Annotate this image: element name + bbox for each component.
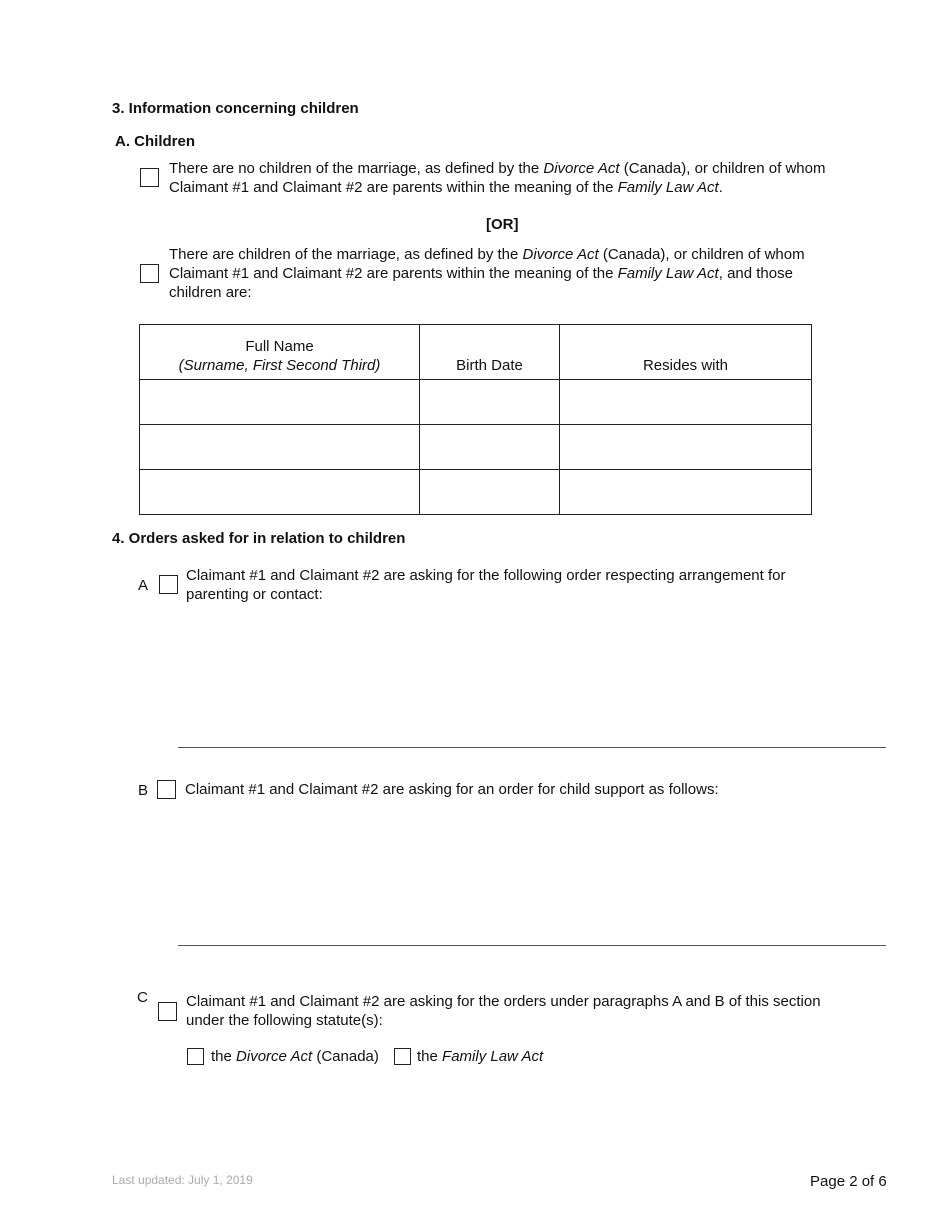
header-subtext: (Surname, First Second Third) (178, 357, 381, 374)
table-cell-resides-with[interactable] (560, 425, 812, 470)
parenting-order-answer-line[interactable] (178, 747, 886, 748)
statute-orders-checkbox[interactable] (158, 1002, 177, 1021)
table-header-row (140, 325, 812, 380)
subsection-a-heading: A. Children (115, 133, 196, 150)
no-children-checkbox[interactable] (140, 168, 159, 187)
table-cell-full-name[interactable] (140, 470, 420, 515)
text-segment: the (417, 1048, 443, 1065)
section-3-heading: 3. Information concerning children (112, 100, 359, 117)
item-a-letter: A (138, 577, 149, 594)
text-segment: (Canada), or children of whom (619, 160, 826, 177)
text-segment: There are children of the marriage, as defined by the (169, 246, 523, 263)
column-header-full-name (140, 325, 420, 380)
parenting-order-checkbox[interactable] (159, 575, 178, 594)
table-cell-birth-date[interactable] (420, 380, 560, 425)
children-exist-checkbox[interactable] (140, 264, 159, 283)
text-segment: There are no children of the marriage, as defined by the (169, 160, 544, 177)
text-line: under the following statute(s): (186, 1012, 383, 1029)
text-line: parenting or contact: (186, 586, 323, 603)
text-segment: Claimant #1 and Claimant #2 are parents within the meaning of the (169, 179, 618, 196)
table-row (140, 470, 812, 515)
text-segment: the (211, 1048, 237, 1065)
text-segment: Claimant #1 and Claimant #2 are parents within the meaning of the (169, 265, 618, 282)
or-label: [OR] (486, 216, 519, 233)
table-cell-birth-date[interactable] (420, 425, 560, 470)
table-cell-resides-with[interactable] (560, 380, 812, 425)
table-row (140, 425, 812, 470)
text-segment: . (718, 179, 723, 196)
act-name: Divorce Act (236, 1048, 313, 1065)
no-children-text (169, 159, 869, 197)
table-cell-full-name[interactable] (140, 380, 420, 425)
children-exist-text (169, 245, 869, 302)
last-updated: Last updated: July 1, 2019 (112, 1173, 253, 1187)
divorce-act-label (211, 1048, 379, 1065)
text-segment: children are: (169, 284, 252, 301)
table-cell-full-name[interactable] (140, 425, 420, 470)
text-line: Claimant #1 and Claimant #2 are asking for the following order respecting arrangement for (186, 567, 786, 584)
column-header-resides-with: Resides with (560, 325, 812, 380)
table-cell-birth-date[interactable] (420, 470, 560, 515)
act-name: Family Law Act (442, 1048, 544, 1065)
text-segment: (Canada) (312, 1048, 379, 1065)
act-name: Family Law Act (617, 265, 719, 282)
act-name: Divorce Act (522, 246, 599, 263)
family-law-act-label (417, 1048, 543, 1065)
header-text: Full Name (245, 338, 314, 355)
child-support-checkbox[interactable] (157, 780, 176, 799)
statute-orders-text (186, 992, 886, 1030)
item-c-letter: C (137, 989, 148, 1006)
table-cell-resides-with[interactable] (560, 470, 812, 515)
children-table (139, 324, 812, 515)
parenting-order-text (186, 566, 886, 604)
section-4-heading: 4. Orders asked for in relation to children (112, 530, 406, 547)
child-support-answer-line[interactable] (178, 945, 886, 946)
family-law-act-checkbox[interactable] (394, 1048, 411, 1065)
text-line: Claimant #1 and Claimant #2 are asking for the orders under paragraphs A and B of this section (186, 993, 821, 1010)
child-support-text: Claimant #1 and Claimant #2 are asking for an order for child support as follows: (185, 781, 719, 798)
page-number: Page 2 of 6 (810, 1173, 887, 1190)
divorce-act-checkbox[interactable] (187, 1048, 204, 1065)
column-header-birth-date: Birth Date (420, 325, 560, 380)
item-b-letter: B (138, 782, 149, 799)
act-name: Family Law Act (617, 179, 719, 196)
text-segment: (Canada), or children of whom (598, 246, 805, 263)
act-name: Divorce Act (543, 160, 620, 177)
text-segment: , and those (718, 265, 793, 282)
table-row (140, 380, 812, 425)
